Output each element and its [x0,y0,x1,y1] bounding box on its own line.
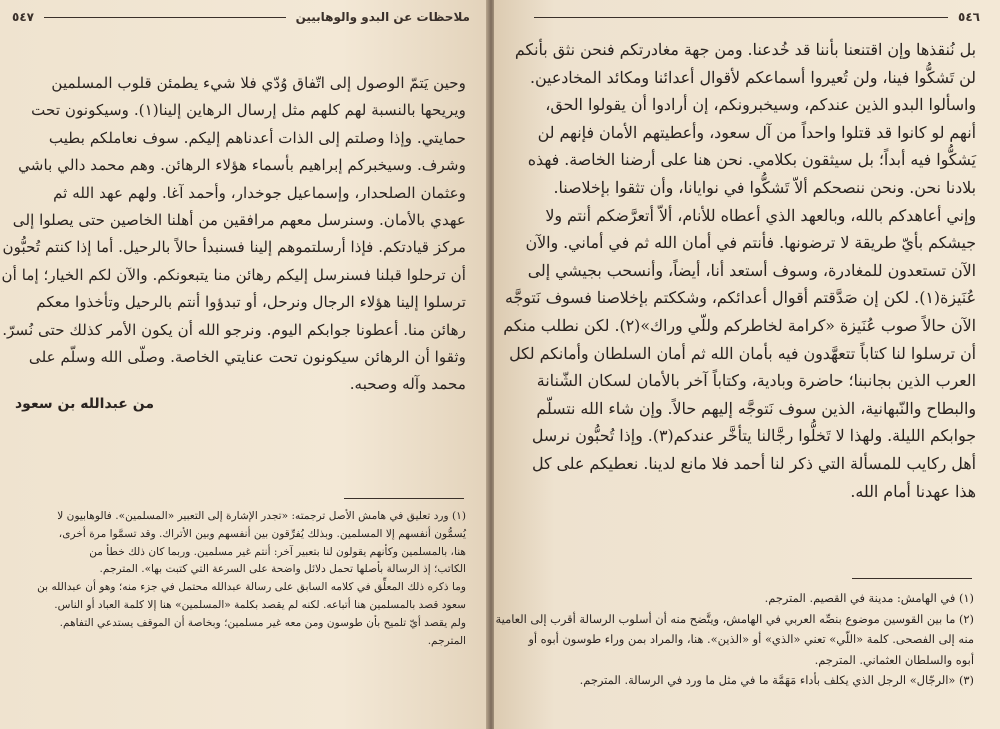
text-line: الآن تستعدون للمغادرة، وسوف أستعد أنا، أيضاً، وأنسحب بجيشي إلى [527,260,976,280]
text-line: هذا عهدنا أمام الله. [850,481,976,501]
text-line: الآن حالاً صوب عُنَيزة «كرامة لخاطركم وللّي وراك»(٢). لكن نطلب منكم [503,315,976,335]
text-line: ترسلوا إلينا هؤلاء الرجال ونرحل، أو تبدؤوا أنتم بالرحيل وتأخذوا معكم [36,293,466,312]
right-body-text [503,36,976,505]
text-line: بل نُنقذها وإن اقتنعنا بأننا قد خُدعنا. ومن جهة مغادرتكم فنحن نثق بأنكم [514,40,976,59]
text-line: وعثمان الصلحدار، وإسماعيل جوخدار، وأحمد آغا. ولهم عهد الله ثم [53,183,466,202]
footnote-line: منه إلى الفصحى. كلمة «اللّي» تعني «الذي» أو «الذين». هنا، والمراد بمن وراء طوسون أبوه أو [528,632,974,647]
text-line: بلادنا نحن. ونحن ننصحكم ألاّ تَشكُّوا في نوايانا، وأن تثقوا بإخلاصنا. [553,177,976,197]
right-page [494,0,1000,729]
text-line: لن تَشكُّوا فينا، ولن تُعيروا أسماعكم لأقوال أعدائنا ومكائد المخادعين. [530,67,976,87]
text-line: وثقوا أن الرهائن سيكونون تحت عنايتي الخاصة. وصلّى الله وسلّم على [28,348,466,367]
left-page [0,0,488,729]
text-line: والبطاح والنّبهانية، الذين سوف نَتوجَّه إليهم حالاً. وإن شاء الله نتسلّم [536,398,976,418]
text-line: رهائن منا. أعطونا جوابكم اليوم. ونرجو الله أن يكون الأمر كذلك حتى نُسرّ. [2,320,466,339]
header-rule [534,17,948,18]
text-line: أنهم لو كانوا قد قتلوا واحداً من آل سعود، وأعطيتهم الأمان فإنهم لن [537,122,976,142]
footnote-line: أبوه والسلطان العثماني. المترجم. [814,652,974,667]
right-footnotes [495,588,974,691]
footnote-rule [852,578,972,579]
text-line: أن ترحلوا قبلنا فسنرسل إليكم رهائن منا يتبعونكم. والآن لكم الخيار؛ إما أن [1,265,466,284]
footnote-rule [344,498,464,499]
footnote-line: ولم يقصد أيّ تلميح بأن طوسون ومن معه غير مسلمين؛ وبخاصة أن الموقف يستدعي التفاهم. [59,616,466,629]
left-page-header [12,10,470,24]
text-line: جوابكم الليلة. ولهذا لا تَخلُّوا رجَّالنا يتأخَّر عندكم(٣). وإذا تُحبُّون نرسل [531,426,976,446]
footnote-line: هنا، بالمسلمين وكأنهم يقولون لنا بتعبير آخر: أنتم غير مسلمين. وربما كان ذلك خطأ من [89,545,466,558]
left-body-text [1,70,466,399]
letter-signature: من عبدالله بن سعود [14,396,154,412]
running-title: ملاحظات عن البدو والوهابيين [295,10,470,24]
footnote-line: سعود قصد بالمسلمين هنا أتباعه. لكنه لم يقصد بكلمة «المسلمين» هنا إلا كلمة العباد أو الناس. [54,598,466,611]
footnote-line: (١) ورد تعليق في هامش الأصل ترجمته: «تجدر الإشارة إلى التعبير «المسلمين». فالوهابيون لا [57,510,466,522]
text-line: عُنَيزة(١). لكن إن صَدَّقتم أقوال أعدائكم، وشككتم بإخلاصنا فسوف نَتوجَّه [504,288,976,308]
text-line: أن ترسلوا لنا كتاباً تتعهَّدون فيه بأمان الله ثم أمان السلطان وأمانكم لكل [509,343,976,363]
text-line: ويريحها بالنسبة لهم كلهم مثل إرسال الرهاين إلينا(١). وسيكونون تحت [31,101,466,120]
text-line: وحين يَتمّ الوصول إلى اتّفاق وُدّي فلا شيء يطمئن قلوب المسلمين [51,74,466,92]
footnote-line: (٣) «الرجّال» الرجل الذي يكلف بأداء مَهَمَّة ما في مثل ما ورد في الرسالة. المترجم. [579,673,974,688]
footnote-line: المترجم. [427,634,466,647]
footnote-line: (٢) ما بين القوسين موضوع بنصِّه العربي في الهامش، ويتَّضح منه أن أسلوب الرسالة أقرب إلى العامية [495,611,974,626]
text-line: مركز قيادتكم. فإذا أرسلتموهم إلينا فسنبدأ حالاً بالرحيل. أما إذا كنتم تُحبُّون [2,238,466,257]
text-line: جيشكم بأيّ طريقة لا ترضونها. فأنتم في أمان الله ثم في أماني. والآن [525,233,976,253]
text-line: العرب الذين بجانبنا؛ حاضرة وبادية، وكتاباً آخر بالأمان لسكان الشّنانة [536,371,976,391]
text-line: يَشكُّوا فيه أبداً؛ بل سيثقون بكلامي. نحن هنا على أرضنا الخاصة. فهذه [527,150,976,170]
right-page-header [534,10,980,24]
text-line: حمايتي. وإذا وصلتم إلى الذات أعدناهم إليكم. سوف نعاملكم بطيب [48,128,466,147]
header-rule [44,17,286,18]
text-line: وإني أعاهدكم بالله، وبالعهد الذي أعطاه للأنام، ألاّ أتعرَّضكم أنتم ولا [545,205,976,225]
text-line: عهدي بالأمان. وسنرسل معهم مرافقين من أهلنا الخاصين حتى يصلوا إلى [12,211,466,230]
text-line: أهل ركايب للمسألة التي ذكر لنا أحمد فلا مانع لدينا. نعطيكم على كل [532,453,976,473]
footnote-line: يُسمُّون أنفسهم إلا المسلمين. وبذلك يُفرِّقون بين أنفسهم وبين الأتراك. وقد تسمَّوا مرة أخرى، [58,527,466,540]
footnote-line: الكاتب؛ إذ الرسالة بأصلها تحمل دلائل واضحة على السرعة التي كتبت بها». المترجم. [99,563,466,576]
footnote-line: وما ذكره ذلك المعلِّق في كلامه السابق على رسالة عبدالله محتمل في جزء منه؛ وهو أن عبدالله بن [37,581,466,594]
page-number: ٥٤٧ [12,10,34,24]
text-line: وشرف. وسيخبركم إبراهيم بأسماء هؤلاء الرهائن. وهم محمد دالي باشي [18,156,466,175]
footnote-line: (١) في الهامش: مدينة في القصيم. المترجم. [764,591,974,605]
page-number: ٥٤٦ [958,10,980,24]
text-line: واسألوا البدو الذين عندكم، وسيخبرونكم، إن أرادوا أن يقولوا الحق، [545,95,976,115]
left-footnotes [14,508,466,650]
text-line: محمد وآله وصحبه. [349,375,466,394]
